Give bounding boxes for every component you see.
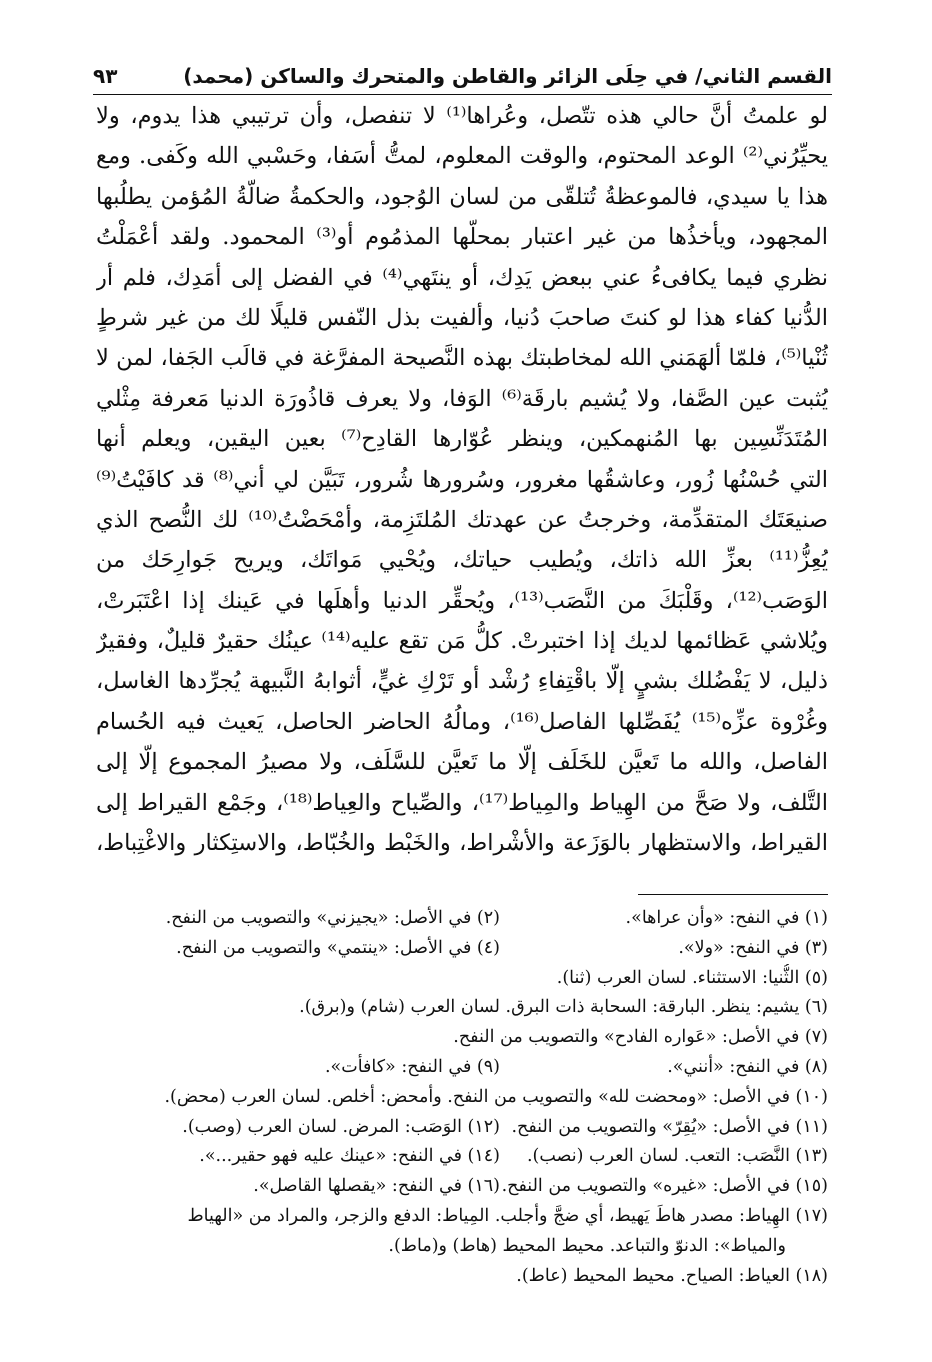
- text-line: صنيعَتَك المتقدِّمة، وخرجتُ عن عهدتك المُلتَزِمة، وأمْحَضْتُ⁽¹⁰⁾ لك النُّصح الذي: [96, 506, 828, 533]
- footnote-17: (١٧) الهِياط: مصدر هاطَ يَهيط، أي ضجَّ وأجلب. المِياط: الدفع والزجر، والمراد من «الهياط: [187, 1205, 828, 1226]
- header-title: القسم الثاني/ في حِلَى الزائر والقاطن والمتحرك والساكن (محمد): [183, 64, 832, 88]
- main-text: [96, 96, 828, 863]
- footnote-6: (٦) يشيم: ينظر. البارقة: السحابة ذات البرق. لسان العرب (شام) و(برق).: [299, 997, 828, 1018]
- footnote-12: (١٢) الوَصَب: المرض. لسان العرب (وصب).: [182, 1116, 500, 1137]
- footnote-10: (١٠) في الأصل: «ومحضت لله» والتصويب من النفح. وأمحض: أخلص. لسان العرب (محض).: [164, 1086, 828, 1107]
- text-line: التي حُسْنُها زُور، وعاشقُها مغرور، وسُرورها شُرور، تَبَيَّن لي أني⁽⁸⁾ قد كافَيْتُ⁽⁹⁾: [96, 466, 828, 493]
- footnote-row: [96, 1142, 828, 1172]
- text-line: يحيِّرُني⁽²⁾ الوعد المحتوم، والوقت المعلوم، لمتُّ أسَفا، وحَسْبي الله وكَفى. ومع: [96, 143, 828, 170]
- footnote-row: [96, 1053, 828, 1083]
- text-line: لو علمتُ أنَّ حالي هذه تتّصل، وعُراها⁽¹⁾ لا تنفصل، وأن ترتيبي هذا يدوم، ولا: [96, 103, 828, 129]
- text-line: هذا يا سيدي، فالموعظةُ تُتلقّى من لسان الوُجود، والحكمةُ ضالّةُ المُؤمن يطلُبها: [96, 183, 828, 210]
- footnote-row: [96, 904, 828, 934]
- footnote-2: (٢) في الأصل: «يجيزني» والتصويب من النفح.: [165, 908, 500, 928]
- footnote-15: (١٥) في الأصل: «غيره» والتصويب من النفح.: [501, 1176, 828, 1197]
- footnote-row: [96, 934, 828, 964]
- text-line: يُعِزُّ⁽¹¹⁾ بعزِّ الله ذاتك، ويُطيب حياتك، ويُحْيي مَواتَك، ويريح جَوارِحَك من: [96, 547, 828, 574]
- footnote-9: (٩) في النفح: «كافأت».: [324, 1056, 500, 1077]
- text-line: نظري فيما يكافىءُ عني ببعض يَدِك، أو ينتَهي⁽⁴⁾ في الفضل إلى أمَدِك، فلم أر: [96, 264, 828, 291]
- footnote-3: (٣) في النفح: «ولا».: [678, 937, 828, 958]
- footnote-row: [96, 1113, 828, 1143]
- text-line: يُثبت عين الصَّفا، ولا يُشيم بارقَة⁽⁶⁾ الوَفا، ولا يعرف قاذُورَة الدنيا مَعرفة مِثْلي: [96, 385, 828, 412]
- text-line: ثُنْيا⁽⁵⁾، فلمّا ألهَمَني الله لمخاطبتك بهذه النَّصيحة المفرَّغة في قالَب الجَفا، لمن لا: [96, 345, 828, 372]
- footnote-16: (١٦) في النفح: «يقصلها القاصل».: [253, 1176, 500, 1197]
- footnote-separator: [638, 894, 828, 895]
- footnote-4: (٤) في الأصل: «ينتمي» والتصويب من النفح.: [176, 937, 500, 958]
- text-line: القيراط، والاستظهار بالوَزَعة والأشْراط، والخَبْط والخُبّاط، والاستِكثار والاغْتِباط،: [96, 830, 828, 857]
- footnote-17-continued: والمياط»: الدنوّ والتباعد. محيط المحيط (هاط) و(ماط).: [388, 1235, 786, 1256]
- text-line: الفاصل، والله ما تَعيَّن للخَلَف إلّا ما تَعيَّن للسَّلَف، ولا مصيرُ المجموع إلّا إلى: [96, 749, 828, 776]
- footnote-13: (١٣) النَّصَب: التعب. لسان العرب (نصب).: [526, 1146, 828, 1167]
- footnote-18: (١٨) العياط: الصياح. محيط المحيط (عاط).: [516, 1265, 828, 1286]
- text-line: ذليل، لا يَفْضُلك بشيٍ إلّا باقْتِفاءِ رُشْد أو تَرْكِ غيٍّ، أثوابهُ النَّبيهة يُجرِّدها الغاسل،: [96, 668, 828, 695]
- text-line: المجهود، ويأخذُها من غير اعتبار بمحلّها المذمُوم أو⁽³⁾ المحمود. ولقد أعْمَلْتُ: [96, 224, 828, 251]
- running-header: [93, 54, 832, 95]
- footnote-14: (١٤) في النفح: «عينك عليه فهو حقير...».: [199, 1146, 500, 1167]
- page-number: ٩٣: [93, 64, 118, 88]
- footnote-5: (٥) الثُّنيا: الاستثناء. لسان العرب (ثنا).: [556, 967, 828, 988]
- text-line: المُتَدَنِّسِين بها المُنهمكين، وينظر عُوّارها القادِح⁽⁷⁾ بعين اليقين، ويعلم أنها: [96, 426, 828, 453]
- footnote-11: (١١) في الأصل: «يُقِرّ» والتصويب من النفح.: [511, 1116, 828, 1137]
- text-line: التَّلف، ولا صَحَّ من الهِياط والمِياط⁽¹⁷⁾، والصِّياح والعِياط⁽¹⁸⁾، وجَمْع القيراط إلى: [96, 789, 828, 816]
- footnote-1: (١) في النفح: «وأن عراها».: [625, 908, 828, 928]
- footnote-7: (٧) في الأصل: «عَواره الفادح» والتصويب من النفح.: [453, 1027, 828, 1048]
- footnote-8: (٨) في النفح: «أنني».: [667, 1056, 828, 1077]
- footnotes: [96, 904, 828, 1291]
- text-line: الدُّنيا كفاء هذا لو كنتَ صاحبَ دُنيا، وألفيت بذل النّفس قليلًا لك من غير شرطٍ: [96, 304, 828, 331]
- text-line: وغُرْوة عزِّه⁽¹⁵⁾ يُفَصِّلها الفاصل⁽¹⁶⁾، ومالُهُ الحاضر الحاصل، يَعيث فيه الحُسام: [96, 708, 828, 735]
- text-line: ويُلاشي عَظائمها لديك إذا اختبرتْ. كلُّ مَن تقع عليه⁽¹⁴⁾ عينُك حقيرٌ قليلٌ، وفقيرٌ: [96, 628, 828, 655]
- text-line: الوَصَب⁽¹²⁾، وقَلْبَكَ من النَّصَب⁽¹³⁾، ويُحقِّر الدنيا وأهلَها في عَينك إذا اعْتَبَرتْ،: [96, 587, 828, 614]
- footnote-row: [96, 1172, 828, 1202]
